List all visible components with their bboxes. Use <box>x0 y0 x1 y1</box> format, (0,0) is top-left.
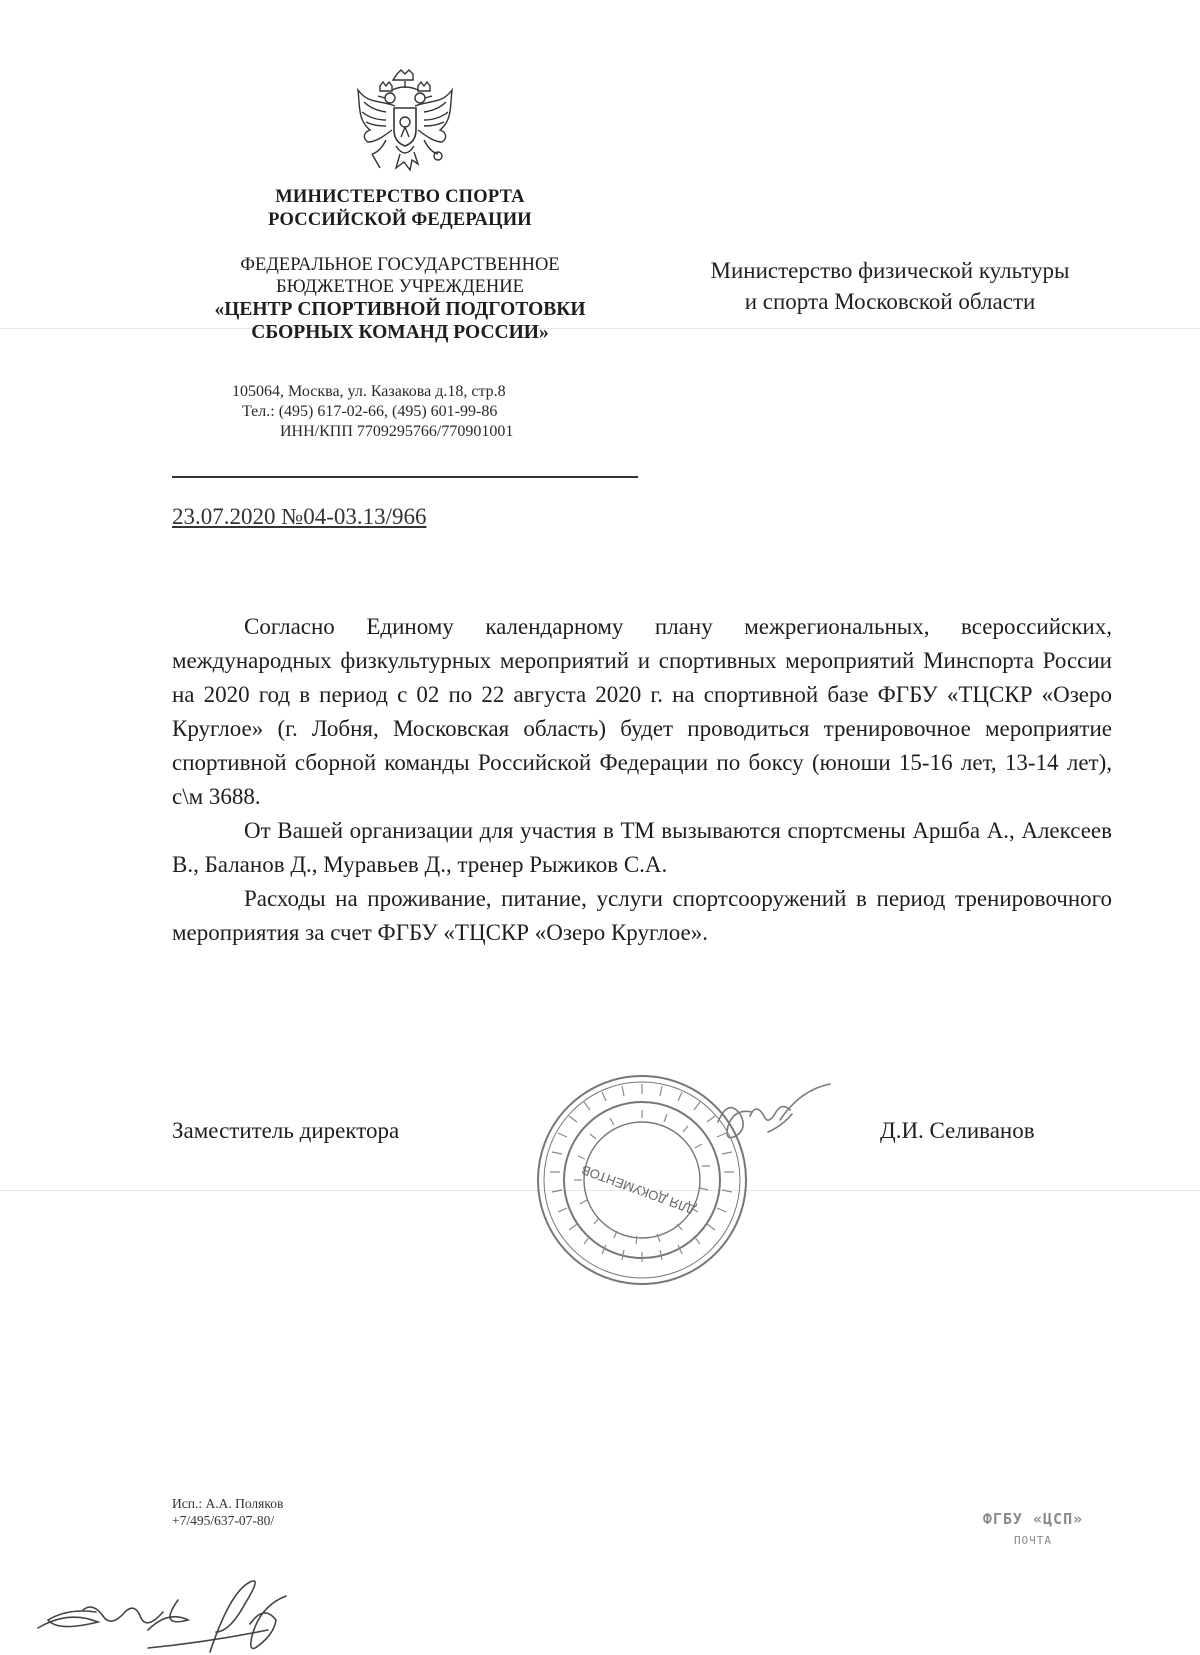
mail-stamp-line: ПОЧТА <box>1013 1534 1053 1547</box>
org-address: 105064, Москва, ул. Казакова д.18, стр.8 <box>232 383 506 400</box>
executor-phone: +7/495/637-07-80/ <box>172 1513 275 1528</box>
executor-name: Исп.: А.А. Поляков <box>172 1496 284 1511</box>
mail-stamp-line: ФГБУ «ЦСП» <box>982 1510 1084 1528</box>
org-inn: ИНН/КПП 7709295766/770901001 <box>280 423 514 440</box>
handwritten-signature <box>710 1080 840 1170</box>
seal-center-text: ДЛЯ ДОКУМЕНТОВ <box>579 1162 698 1218</box>
coat-of-arms-icon <box>350 68 460 186</box>
body-paragraph: От Вашей организации для участия в ТМ вызываются спортсмены Аршба А., Алексеев В., Баланов Д., Муравьев Д., тренер Рыжиков С.А. <box>172 818 1112 877</box>
document-number: 23.07.2020 №04-03.13/966 <box>172 504 427 529</box>
body-paragraph: Расходы на проживание, питание, услуги спортсооружений в период тренировочного мероприятия за счет ФГБУ «ТЦСКР «Озеро Круглое». <box>172 886 1112 945</box>
recipient-block <box>650 255 1130 317</box>
org-contacts <box>170 382 640 442</box>
org-line: СБОРНЫХ КОМАНД РОССИИ» <box>251 322 549 343</box>
executor-block <box>172 1495 283 1529</box>
recipient-line: и спорта Московской области <box>744 289 1036 314</box>
letter-body <box>172 610 1112 950</box>
ministry-line: МИНИСТЕРСТВО СПОРТА <box>275 187 525 207</box>
body-paragraph: Согласно Единому календарному плану межрегиональных, всероссийских, международных физкультурных мероприятий и спортивных мероприятий Минспорта России на 2020 год в период с 02 по 22 августа 2020 г. на спортивной базе ФГБУ «ТЦСКР «Озеро Круглое» (г. Лобня, Московская область) будет проводиться тренировочное мероприятие спортивной сборной команды Российской Федерации по боксу (юноши 15-16 лет, 13-14 лет), с\м 3688. <box>172 614 1112 809</box>
signatory-title: Заместитель директора <box>172 1118 400 1143</box>
org-line: ФЕДЕРАЛЬНОЕ ГОСУДАРСТВЕННОЕ <box>240 255 560 275</box>
initials-signature <box>28 1570 338 1655</box>
ministry-name <box>200 186 600 232</box>
org-phone: Тел.: (495) 617-02-66, (495) 601-99-86 <box>242 403 498 420</box>
org-line: БЮДЖЕТНОЕ УЧРЕЖДЕНИЕ <box>276 277 524 297</box>
signatory-name: Д.И. Селиванов <box>880 1118 1035 1143</box>
org-line: «ЦЕНТР СПОРТИВНОЙ ПОДГОТОВКИ <box>214 299 586 320</box>
recipient-line: Министерство физической культуры <box>710 258 1070 283</box>
header-divider <box>172 476 638 478</box>
organization-name <box>160 254 640 344</box>
mail-stamp <box>958 1510 1108 1547</box>
ministry-line: РОССИЙСКОЙ ФЕДЕРАЦИИ <box>268 210 532 230</box>
